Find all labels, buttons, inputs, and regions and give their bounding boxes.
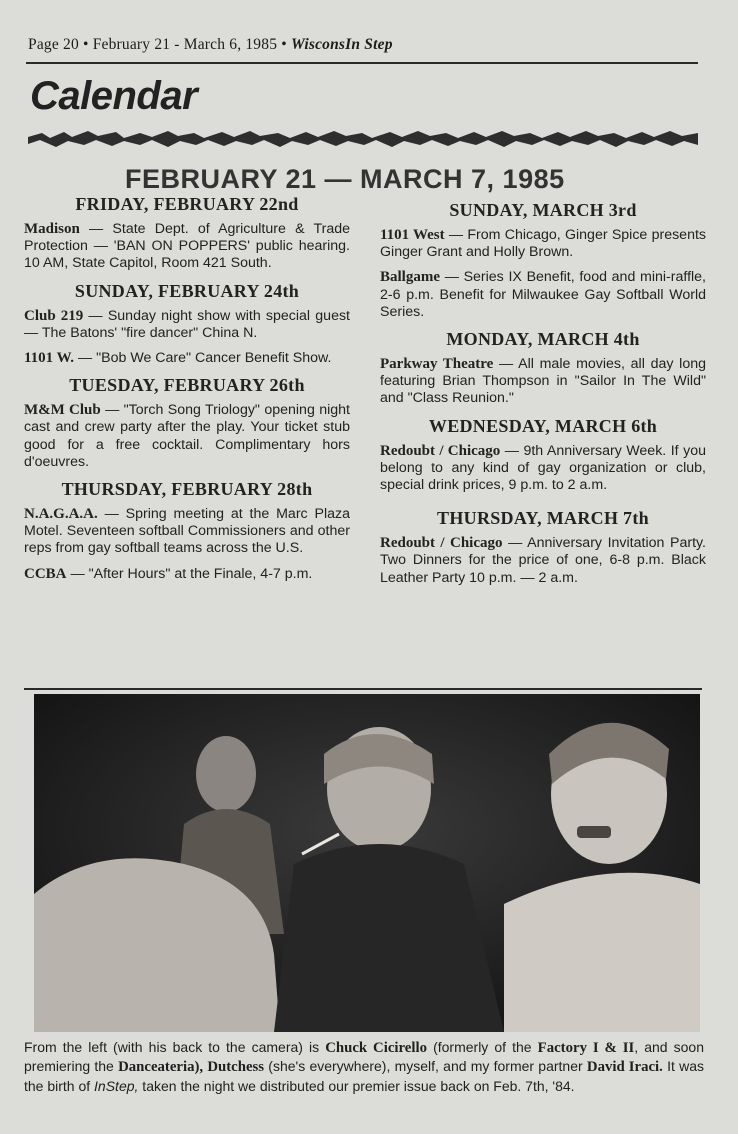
calendar-entry xyxy=(24,506,350,558)
caption-name: Danceateria), xyxy=(118,1059,204,1076)
day-section xyxy=(380,508,706,587)
calendar-entry xyxy=(380,227,706,261)
entry-venue: Redoubt / Chicago xyxy=(380,442,501,459)
day-section xyxy=(24,194,350,273)
caption-name: David Iraci. xyxy=(586,1059,663,1076)
entry-text: — "After Hours" at the Finale, 4-7 p.m. xyxy=(66,565,313,582)
day-section xyxy=(380,416,706,495)
day-heading: SUNDAY, MARCH 3rd xyxy=(449,200,637,220)
day-section xyxy=(380,329,706,408)
entry-venue: 1101 West xyxy=(380,227,445,243)
right-column xyxy=(380,200,706,595)
calendar-entry xyxy=(380,443,706,495)
entry-venue: Club 219 xyxy=(24,307,84,324)
entry-text: — Spring meeting at the Marc Plaza Motel. Seventeen softball Commissioners and other reps from gay softball teams across the U.S. xyxy=(24,506,350,557)
day-heading: SUNDAY, FEBRUARY 24th xyxy=(74,280,300,301)
caption-name: Chuck Cicirello xyxy=(325,1040,427,1056)
entry-text: — "Torch Song Triology" opening night cast and crew party after the play. Your ticket stub good for a free cocktail. Complimentary hors d'oeuvres. xyxy=(24,402,350,470)
calendar-entry xyxy=(24,221,350,273)
entry-text: — "Bob We Care" Cancer Benefit Show. xyxy=(74,350,332,367)
photo-rule xyxy=(24,688,702,690)
entry-venue: 1101 W. xyxy=(24,350,75,367)
day-section xyxy=(380,200,706,321)
page-header: Page 20 • February 21 - March 6, 1985 • WisconsIn Step xyxy=(28,36,393,53)
date-range-title: FEBRUARY 21 — MARCH 7, 1985 xyxy=(125,164,565,194)
day-heading: WEDNESDAY, MARCH 6th xyxy=(428,415,658,436)
entry-venue: Redoubt / Chicago xyxy=(380,535,503,552)
day-section xyxy=(24,375,350,471)
entry-venue: N.A.G.A.A. xyxy=(24,506,98,523)
entry-venue: CCBA xyxy=(24,565,67,582)
entry-venue: Ballgame xyxy=(380,269,440,286)
caption-text: taken the night we distributed our premier issue back on Feb. 7th, '84. xyxy=(138,1077,575,1094)
entry-venue: M&M Club xyxy=(24,402,101,419)
calendar-entry xyxy=(24,350,350,367)
caption-text: From the left (with his back to the camera) is xyxy=(24,1039,326,1055)
entry-text: — Anniversary Invitation Party. Two Dinners for the price of one, 6-8 p.m. Black Leather Party 10 p.m. — 2 a.m. xyxy=(380,535,706,586)
page-number: Page 20 xyxy=(28,36,79,53)
day-section xyxy=(24,479,350,583)
publication-name: WisconsIn Step xyxy=(290,36,393,53)
entry-text: — 9th Anniversary Week. If you belong to any kind of gay organization or club, special drink prices, 9 p.m. to 2 a.m. xyxy=(380,442,706,494)
caption-text: , and soon premiering the xyxy=(24,1039,704,1075)
entry-text: — All male movies, all day long featuring Brian Thompson in "Sailor In The Wild" and "Class Reunion." xyxy=(380,356,706,407)
caption-text: (formerly of the xyxy=(427,1039,538,1055)
caption-name: Dutchess xyxy=(207,1059,265,1076)
entry-text: — State Dept. of Agriculture & Trade Protection — 'BAN ON POPPERS' public hearing. 10 AM, State Capitol, Room 421 South. xyxy=(24,221,350,272)
day-heading: MONDAY, MARCH 4th xyxy=(446,329,640,350)
entry-venue: Madison xyxy=(24,221,80,237)
day-heading: THURSDAY, MARCH 7th xyxy=(437,508,649,529)
caption-name: Factory I & II xyxy=(537,1040,635,1056)
caption-text: It was the birth of xyxy=(24,1058,704,1094)
issue-dates: February 21 - March 6, 1985 xyxy=(92,36,278,53)
party-photo xyxy=(34,694,700,1032)
day-section xyxy=(24,281,350,368)
entry-text: — From Chicago, Ginger Spice presents Ginger Grant and Holly Brown. xyxy=(380,227,706,261)
calendar-entry xyxy=(380,535,706,587)
photo-caption xyxy=(24,1038,704,1095)
day-heading: FRIDAY, FEBRUARY 22nd xyxy=(75,194,299,214)
caption-text: (she's everywhere), myself, and my former partner xyxy=(264,1058,587,1075)
section-title: Calendar xyxy=(30,74,198,118)
entry-text: — Sunday night show with special guest — The Batons' "fire dancer" China N. xyxy=(24,307,351,341)
calendar-entry xyxy=(24,308,350,342)
calendar-entry xyxy=(380,356,706,408)
calendar-entry xyxy=(380,269,706,321)
calendar-entry xyxy=(24,566,350,583)
day-heading: THURSDAY, FEBRUARY 28th xyxy=(61,479,313,500)
entry-venue: Parkway Theatre xyxy=(380,356,494,373)
header-rule xyxy=(26,62,698,64)
entry-text: — Series IX Benefit, food and mini-raffle, 2-6 p.m. Benefit for Milwaukee Gay Softball World Series. xyxy=(380,269,706,320)
day-heading: TUESDAY, FEBRUARY 26th xyxy=(69,375,305,396)
caption-publication: InStep, xyxy=(94,1077,139,1094)
rough-divider xyxy=(28,128,698,150)
left-column xyxy=(24,194,350,591)
calendar-entry xyxy=(24,402,350,471)
photo-illustration xyxy=(34,694,700,1032)
